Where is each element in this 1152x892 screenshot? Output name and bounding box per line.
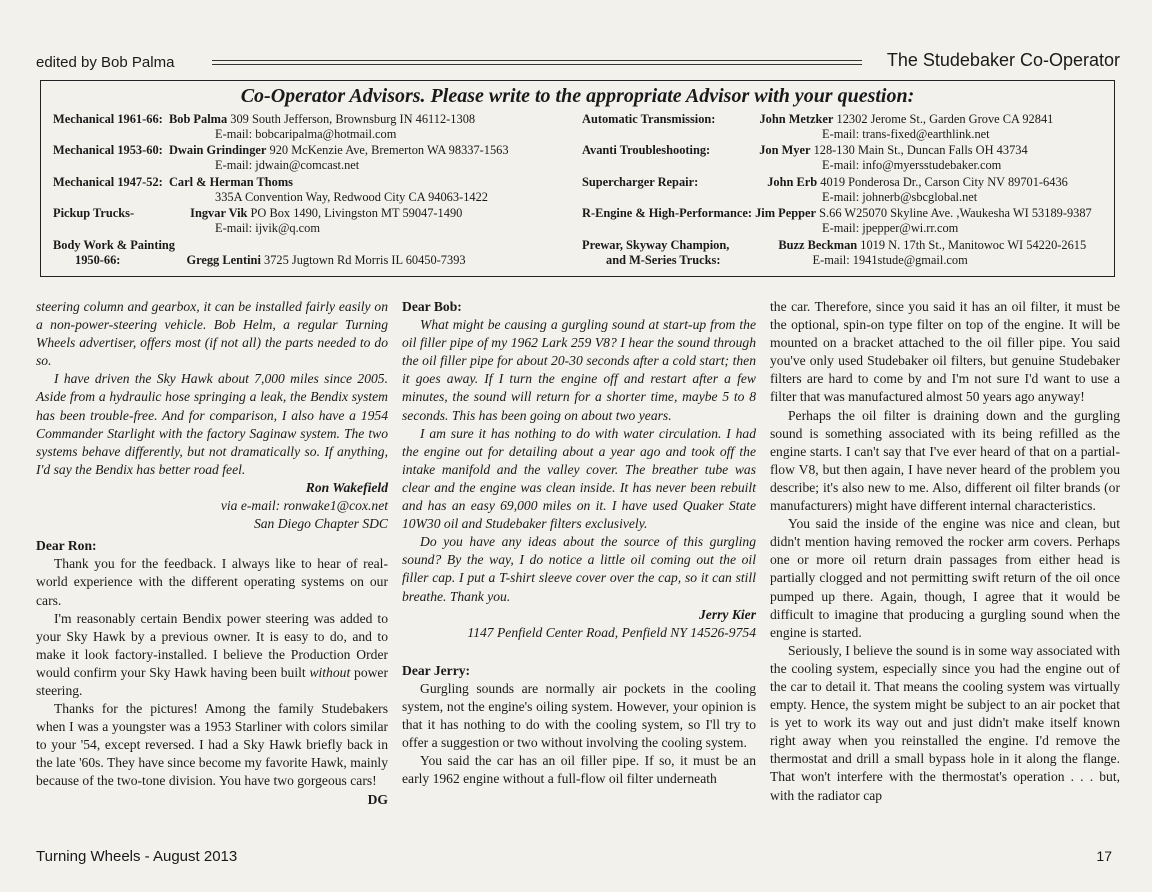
advisor-r-engine: R-Engine & High-Performance: Jim Pepper S.66 W25070 Skyline Ave. ,Waukesha WI 53189-9387 E-mail: jpepper@wi.rr.com <box>582 206 1092 235</box>
column-3 <box>770 298 1120 805</box>
col1-club: San Diego Chapter SDC <box>253 516 388 532</box>
footer-publication: Turning Wheels - August 2013 <box>36 848 238 865</box>
advisor-mech-47-52: Mechanical 1947-52: Carl & Herman Thoms 335A Convention Way, Redwood City CA 94063-1422 <box>53 175 488 204</box>
col1-para-2: I have driven the Sky Hawk about 7,000 miles since 2005. Aside from a hydraulic hose springing a leak, the Bendix system has been trouble-free. And for comparison, I also have a 1954 Commander Starlight with the factory Saginaw system. The two systems behave differently, but not dramatically so. If anything, I'd say the Bendix has better road feel. <box>36 371 388 477</box>
col1-email: via e-mail: ronwake1@cox.net <box>220 498 388 514</box>
advisor-pickup: Pickup Trucks- Ingvar Vik PO Box 1490, Livingston MT 59047-1490 E-mail: ijvik@q.com <box>53 206 463 235</box>
col2-para-2: I am sure it has nothing to do with water circulation. I had the engine out for detailing about a year ago and took off the intake manifold and the valley cover. The breather tube was clear and the engine was clean inside. It has never been rebuilt and has an easy 69,000 miles on it. I have used Quaker State 10W30 oil and Studebaker filters exclusively. <box>402 425 756 532</box>
col2-signature: Jerry Kier <box>698 606 756 622</box>
col1-para-1: steering column and gearbox, it can be installed fairly easily on a non-power-steering vehicle. Bob Helm, a regular Turning Wheels advertiser, offers most (if not all) the parts needed to do so. <box>36 299 388 369</box>
col1-salutation: Dear Ron: <box>36 538 97 554</box>
col2-para-5: You said the car has an oil filler pipe. If so, it must be an early 1962 engine without a full-flow oil filter underneath <box>402 753 756 787</box>
advisor-supercharger: Supercharger Repair: John Erb 4019 Ponderosa Dr., Carson City NV 89701-6436 E-mail: johnerb@sbcglobal.net <box>582 175 1068 204</box>
col1-para-4: I'm reasonably certain Bendix power steering was added to your Sky Hawk by a previous owner. It is easy to do, and to make it look factory-installed. I believe the Production Order would confirm your Sky Hawk having been built without power steering. <box>36 610 388 698</box>
col2-salutation-2: Dear Jerry: <box>402 662 471 678</box>
col2-para-1: What might be causing a gurgling sound at start-up from the oil filler pipe of my 1962 Lark 259 V8? I hear the sound through the oil filler pipe for about 20-30 seconds after a cold start; then it goes away. If I turn the engine off and restart after a few minutes, the sound will return for a shorter time, maybe 5 to 8 seconds. This has been going on about two years. <box>402 317 756 423</box>
advisors-box <box>40 80 1115 277</box>
col3-para-4: Seriously, I believe the sound is in some way associated with the cooling system, especially since you had the engine out of the car to detail it. That means the cooling system was virtually empty. Hence, the system might be subject to an air pocket that is yet to work its way out and just didn't make itself known right away when you reinstalled the engine. I'd remove the thermostat and drill a small bypass hole in it along the flange. That won't interfere with the thermostat's operation . . . but, with the radiator cap <box>770 642 1120 803</box>
col2-salutation-1: Dear Bob: <box>402 299 462 314</box>
col1-para-5: Thanks for the pictures! Among the family Studebakers when I was a youngster was a 1953 Starliner with colors similar to your '54, except reversed. I had a Sky Hawk briefly back in the late '60s. They have since become my favorite Hawk, mainly because of the two-tone division. You have two gorgeous cars! DG <box>36 700 388 790</box>
col2-address: 1147 Penfield Center Road, Penfield NY 14526-9754 <box>467 624 756 640</box>
column-2 <box>402 298 756 788</box>
advisor-bodywork: Body Work & Painting 1950-66: Gregg Lentini 3725 Jugtown Rd Morris IL 60450-7393 <box>53 238 466 267</box>
advisor-mech-61-66: Mechanical 1961-66: Bob Palma 309 South Jefferson, Brownsburg IN 46112-1308 E-mail: bobcaripalma@hotmail.com <box>53 112 476 141</box>
col1-initials: DG <box>367 791 388 807</box>
column-1 <box>36 298 388 809</box>
col2-para-3: Do you have any ideas about the source of this gurgling sound? By the way, I do notice a little oil coming out the oil filler cap. I put a T-shirt sleeve cover over the cap, so it can still breathe. Thank you. <box>402 534 756 604</box>
col1-para-3: Thank you for the feedback. I always like to hear of real-world experience with the different operating systems on our cars. <box>36 556 388 608</box>
col3-para-3: You said the inside of the engine was nice and clean, but didn't mention having removed the rocker arm covers. Perhaps one or more oil return drain passages from either head is partially clogged and not permitting swift return of the oil once pumped up there. Again, though, I agree that it would be difficult to imagine that producing a gurgling sound when the engine is started. <box>770 516 1120 640</box>
header-editor: edited by Bob Palma <box>36 54 175 71</box>
header-publication: The Studebaker Co-Operator <box>886 50 1120 70</box>
advisors-title: Co-Operator Advisors. Please write to the appropriate Advisor with your question: <box>240 85 915 107</box>
header-rule <box>212 60 862 65</box>
page-number: 17 <box>1096 848 1112 864</box>
advisor-prewar: Prewar, Skyway Champion, Buzz Beckman 1019 N. 17th St., Manitowoc WI 54220-2615 and M-Series Trucks: E-mail: 1941stude@gmail.com <box>582 238 1087 267</box>
advisor-auto-trans: Automatic Transmission: John Metzker 12302 Jerome St., Garden Grove CA 92841 E-mail: trans-fixed@earthlink.net <box>582 112 1054 141</box>
col3-para-1: the car. Therefore, since you said it has an oil filter, it must be the optional, spin-on type filter on top of the engine. It will be mounted on a bracket attached to the oil filler pipe. You said you've only used Studebaker oil filters, but genuine Studebaker filters are hard to come by and I'm not sure I'd want to use a filter that was manufactured almost 50 years ago anyway! <box>770 299 1120 405</box>
col2-para-4: Gurgling sounds are normally air pockets in the cooling system, not the engine's oiling system. However, your opinion is that it has nothing to do with the cooling system, so I'll try to offer a suggestion or two without involving the cooling system. <box>402 680 756 751</box>
col3-para-2: Perhaps the oil filter is draining down and the gurgling sound is something associated with its being refilled as the engine starts. I can't say that I've ever heard of that on a partial-flow V8, but then again, I have never heard of the problem you describe; it's also new to me. Also, different oil filter brands (or manufacturers) might have different internal characteristics. <box>770 407 1120 514</box>
col1-signature: Ron Wakefield <box>305 479 388 495</box>
advisor-mech-53-60: Mechanical 1953-60: Dwain Grindinger 920 McKenzie Ave, Bremerton WA 98337-1563 E-mail: jdwain@comcast.net <box>53 143 509 172</box>
advisor-avanti: Avanti Troubleshooting: Jon Myer 128-130 Main St., Duncan Falls OH 43734 E-mail: info@myersstudebaker.com <box>582 143 1028 172</box>
